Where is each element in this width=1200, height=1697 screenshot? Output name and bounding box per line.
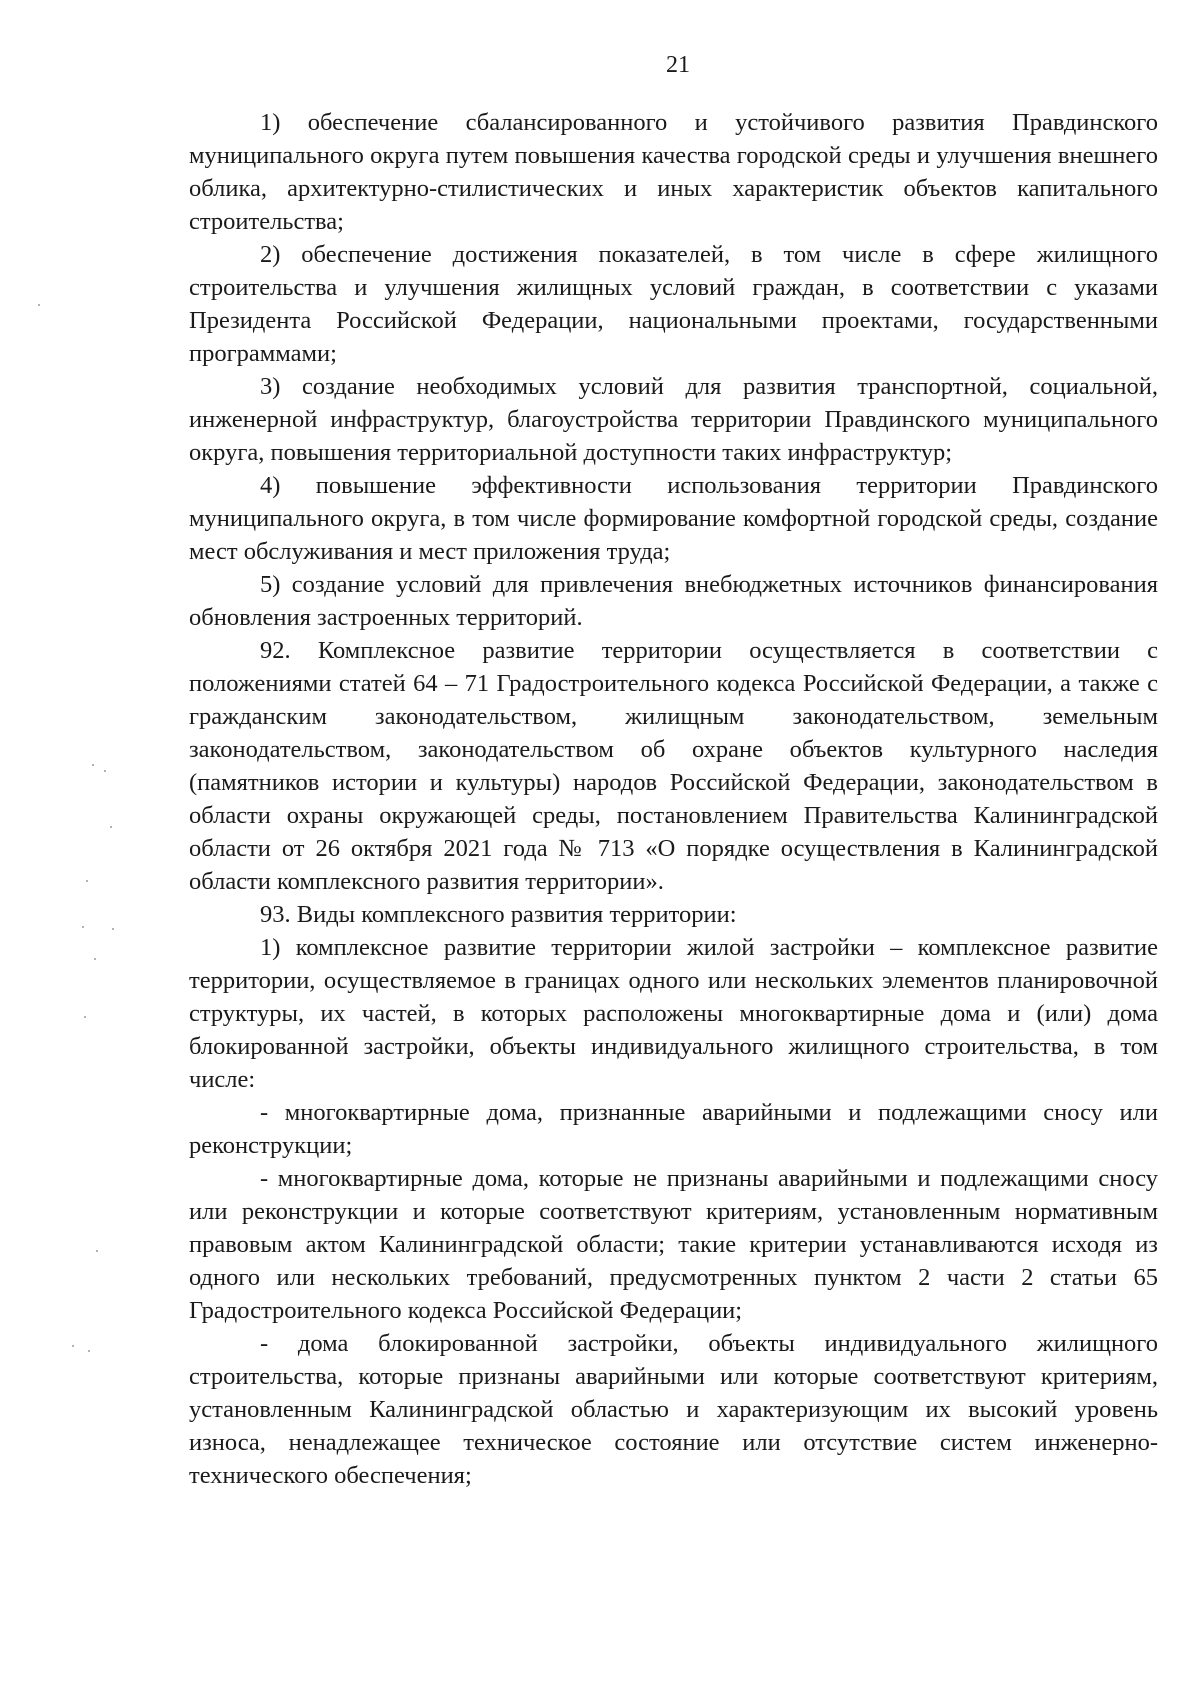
paragraph-goal-4: 4) повышение эффективности использования территории Правдинского муниципального округа, в том числе формирование комфортной городской среды, создание мест обслуживания и мест приложения труда; — [189, 472, 1158, 565]
scan-speck — [96, 1250, 98, 1252]
page-number: 21 — [666, 52, 690, 78]
document-body — [189, 106, 1158, 1492]
paragraph-clause-93: 93. Виды комплексного развития территории: — [260, 901, 737, 928]
paragraph-bullet-1: - многоквартирные дома, признанные аварийными и подлежащими сносу или реконструкции; — [189, 1099, 1158, 1159]
scan-speck — [38, 304, 40, 306]
paragraph-clause-92: 92. Комплексное развитие территории осуществляется в соответствии с положениями статей 64 – 71 Градостроительного кодекса Российской Федерации, а также с гражданским законодательством, жилищным законодательством, земельным законодательством, законодательством об охране объектов культурного наследия (памятников истории и культуры) народов Российской Федерации, законодательством в области охраны окружающей среды, постановлением Правительства Калининградской области от 26 октября 2021 года № 713 «О порядке осуществления в Калининградской области комплексного развития территории». — [189, 637, 1158, 895]
scan-speck — [104, 770, 106, 772]
scan-speck — [88, 1350, 90, 1352]
scan-speck — [86, 880, 88, 882]
scan-speck — [82, 926, 84, 928]
paragraph-goal-2: 2) обеспечение достижения показателей, в том числе в сфере жилищного строительства и улучшения жилищных условий граждан, в соответствии с указами Президента Российской Федерации, национальными проектами, государственными программами; — [189, 241, 1158, 367]
scan-speck — [92, 764, 94, 766]
paragraph-type-1: 1) комплексное развитие территории жилой застройки – комплексное развитие территории, осуществляемое в границах одного или нескольких элементов планировочной структуры, их частей, в которых расположены многоквартирные дома и (или) дома блокированной застройки, объекты индивидуального жилищного строительства, в том числе: — [189, 934, 1158, 1093]
paragraph-goal-3: 3) создание необходимых условий для развития транспортной, социальной, инженерной инфраструктур, благоустройства территории Правдинского муниципального округа, повышения территориальной доступности таких инфраструктур; — [189, 373, 1158, 466]
paragraph-bullet-2: - многоквартирные дома, которые не признаны аварийными и подлежащими сносу или реконструкции и которые соответствуют критериям, установленным нормативным правовым актом Калининградской области; такие критерии устанавливаются исходя из одного или нескольких требований, предусмотренных пунктом 2 части 2 статьи 65 Градостроительного кодекса Российской Федерации; — [189, 1165, 1158, 1324]
paragraph-goal-1: 1) обеспечение сбалансированного и устойчивого развития Правдинского муниципального округа путем повышения качества городской среды и улучшения внешнего облика, архитектурно-стилистических и иных характеристик объектов капитального строительства; — [189, 109, 1158, 235]
scan-speck — [94, 958, 96, 960]
scan-speck — [112, 928, 114, 930]
scan-speck — [72, 1345, 74, 1347]
scan-speck — [84, 1016, 86, 1018]
scan-speck — [110, 826, 112, 828]
paragraph-goal-5: 5) создание условий для привлечения внебюджетных источников финансирования обновления застроенных территорий. — [189, 571, 1158, 631]
paragraph-bullet-3: - дома блокированной застройки, объекты индивидуального жилищного строительства, которые признаны аварийными или которые соответствуют критериям, установленным Калининградской областью и характеризующим их высокий уровень износа, ненадлежащее техническое состояние или отсутствие систем инженерно-технического обеспечения; — [189, 1330, 1158, 1489]
